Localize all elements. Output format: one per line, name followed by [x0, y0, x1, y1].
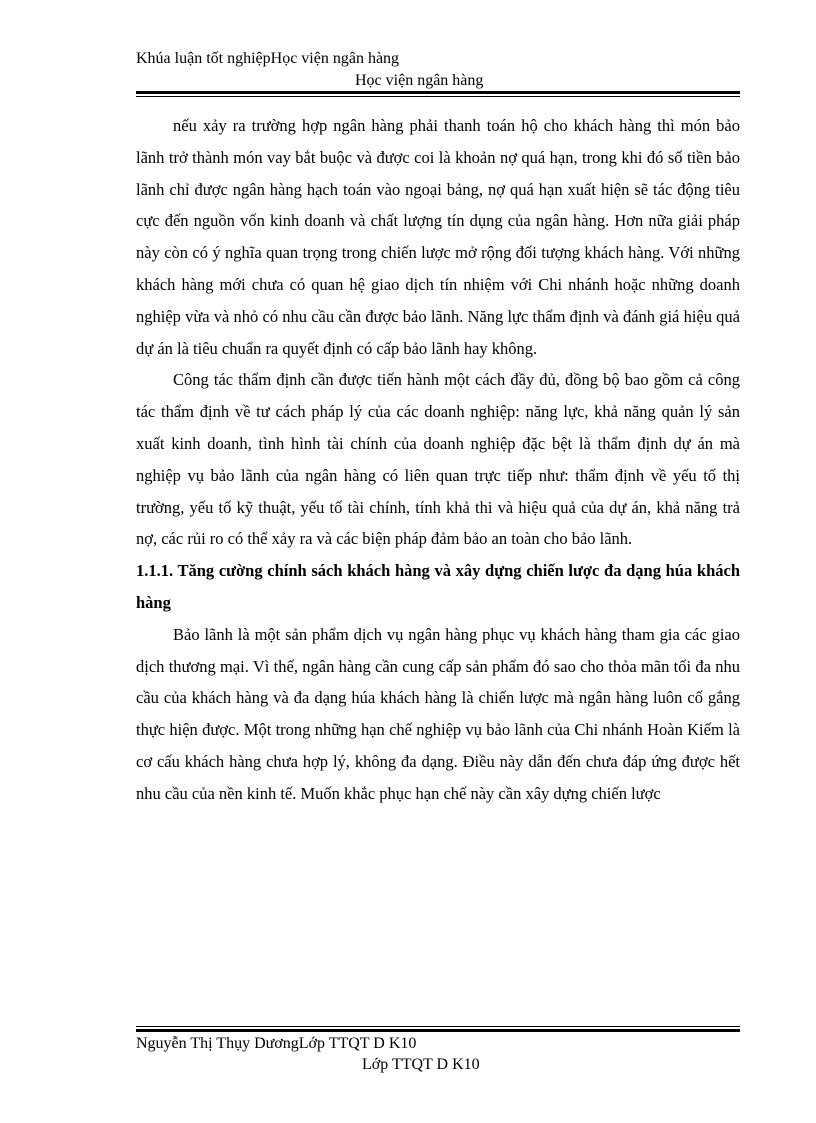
header-rule-thick	[136, 91, 740, 94]
footer-rule-thin	[136, 1026, 740, 1027]
document-body	[136, 110, 740, 810]
footer-rule-thick	[136, 1029, 740, 1032]
header-title: Khúa luận tốt nghiệpHọc viện ngân hàng	[136, 50, 400, 67]
header-subtitle: Học viện ngân hàng	[355, 72, 484, 89]
footer-class: Lớp TTQT D K10	[362, 1056, 480, 1073]
paragraph: Bảo lãnh là một sản phẩm dịch vụ ngân hàng phục vụ khách hàng tham gia các giao dịch thương mại. Vì thế, ngân hàng cần cung cấp sản phẩm đó sao cho thỏa mãn tối đa nhu cầu của khách hàng và đa dạng húa khách hàng là chiến lược mà ngân hàng luôn cố gắng thực hiện được. Một trong những hạn chế nghiệp vụ bảo lãnh của Chi nhánh Hoàn Kiếm là cơ cấu khách hàng chưa hợp lý, không đa dạng. Điều này dẫn đến chưa đáp ứng được hết nhu cầu của nền kinh tế. Muốn khắc phục hạn chế này cần xây dựng chiến lược	[136, 624, 740, 803]
header-rule-thin	[136, 96, 740, 97]
section-heading: 1.1.1. Tăng cường chính sách khách hàng và xây dựng chiến lược đa dạng húa khách hàng	[136, 561, 740, 612]
paragraph: Công tác thẩm định cần được tiến hành một cách đầy đủ, đồng bộ bao gồm cả công tác thẩm định về tư cách pháp lý của các doanh nghiệp: năng lực, khả năng quản lý sản xuất kinh doanh, tình hình tài chính của doanh nghiệp đặc bệt là thẩm định dự án mà nghiệp vụ bảo lãnh của ngân hàng có liên quan trực tiếp như: thẩm định về yếu tố thị trường, yếu tố kỹ thuật, yếu tố tài chính, tính khả thi và hiệu quả của dự án, khả năng trả nợ, các rủi ro có thể xảy ra và các biện pháp đảm bảo an toàn cho bảo lãnh.	[136, 370, 740, 549]
paragraph: nếu xảy ra trường hợp ngân hàng phải thanh toán hộ cho khách hàng thì món bảo lãnh trở thành món vay bắt buộc và được coi là khoản nợ quá hạn, trong khi đó số tiền bảo lãnh chỉ được ngân hàng hạch toán vào ngoại bảng, nợ quá hạn xuất hiện sẽ tác động tiêu cực đến nguồn vốn kinh doanh và chất lượng tín dụng của ngân hàng. Hơn nữa giải pháp này còn có ý nghĩa quan trọng trong chiến lược mở rộng đối tượng khách hàng. Với những khách hàng mới chưa có quan hệ giao dịch tín nhiệm với Chi nhánh hoặc những doanh nghiệp vừa và nhỏ có nhu cầu cần được bảo lãnh. Năng lực thẩm định và đánh giá hiệu quả dự án là tiêu chuẩn ra quyết định có cấp bảo lãnh hay không.	[136, 116, 740, 358]
footer-author: Nguyễn Thị Thụy DươngLớp TTQT D K10	[136, 1035, 417, 1052]
